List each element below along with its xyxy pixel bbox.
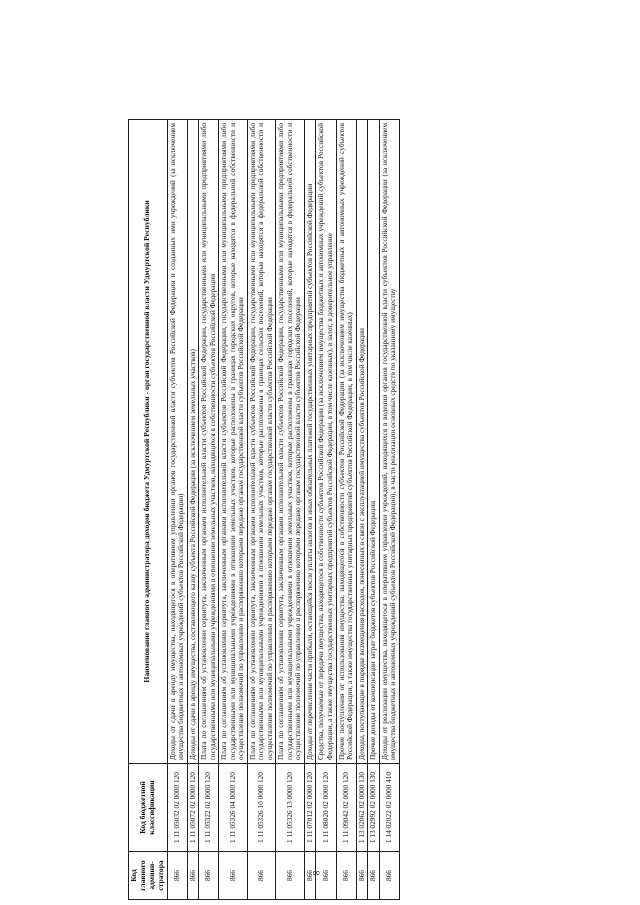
bk-code-cell: 1 11 05322 02 0000 120	[199, 764, 219, 852]
admin-code-cell: 866	[167, 852, 187, 900]
name-cell: Доходы от перечисления части прибыли, остающейся после уплаты налогов и иных обязательных платежей государственных унитарных предприятий субъектов Российской Федерации	[304, 120, 316, 764]
bk-code-cell: 1 13 02062 02 0000 130	[356, 764, 368, 852]
header-name: Наименование главного администратора доходов бюджета Удмуртской Республики - орган государственной власти Удмуртской Республики	[129, 120, 168, 764]
admin-code-cell: 866	[219, 852, 248, 900]
bk-code-cell: 1 11 07012 02 0000 120	[304, 764, 316, 852]
table-row	[276, 120, 305, 900]
name-cell: Прочие поступления от использования имущества, находящегося в собственности субъектов Российской Федерации (за исключением имущества бюджетных и автономных учреждений субъектов Российской Федерации, а также имущества государственных унитарных предприятий субъектов Российской Федерации, в том числе казенных)	[336, 120, 356, 764]
admin-code-cell: 866	[379, 852, 399, 900]
admin-code-cell: 866	[304, 852, 316, 900]
admin-code-cell: 866	[247, 852, 276, 900]
table-header-row	[129, 120, 168, 900]
bk-code-cell: 1 11 09042 02 0000 120	[336, 764, 356, 852]
table-row	[336, 120, 356, 900]
table-row	[187, 120, 199, 900]
table-row	[219, 120, 248, 900]
table-row	[356, 120, 368, 900]
name-cell: Плата по соглашениям об установлении сервитута, заключенным органами исполнительной власти субъектов Российской Федерации, государственными или муниципальными предприятиями либо государственными или муниципальными учреждениями в отношении земельных участков, которые расположены в границах сельских поселений, которые находятся в федеральной собственности и осуществление полномочий по управлению и распоряжению которыми передано органам государственной власти субъектов Российской Федерации	[247, 120, 276, 764]
revenue-administrators-table	[128, 119, 400, 900]
table-row	[304, 120, 316, 900]
bk-code-cell: 1 11 08020 02 0000 120	[316, 764, 336, 852]
bk-code-cell: 1 11 05326 10 0000 120	[247, 764, 276, 852]
table-row	[247, 120, 276, 900]
bk-code-cell: 1 11 05326 04 0000 120	[219, 764, 248, 852]
bk-code-cell: 1 11 05326 13 0000 120	[276, 764, 305, 852]
admin-code-cell: 866	[368, 852, 380, 900]
table-row	[167, 120, 187, 900]
admin-code-cell: 866	[187, 852, 199, 900]
page-number: 8	[311, 870, 322, 876]
admin-code-cell: 866	[199, 852, 219, 900]
bk-code-cell: 1 11 05072 02 0000 120	[187, 764, 199, 852]
admin-code-cell: 866	[316, 852, 336, 900]
header-bk-code: Код бюджетной классификации	[129, 764, 168, 852]
admin-code-cell: 866	[356, 852, 368, 900]
name-cell: Прочие доходы от компенсации затрат бюджетов субъектов Российской Федерации	[368, 120, 380, 764]
table-row	[316, 120, 336, 900]
name-cell: Плата по соглашениям об установлении сервитута, заключенным органами исполнительной власти субъектов Российской Федерации, государственными или муниципальными предприятиями либо государственными или муниципальными учреждениями в отношении земельных участков, находящихся в собственности субъектов Российской Федерации	[199, 120, 219, 764]
admin-code-cell: 866	[276, 852, 305, 900]
bk-code-cell: 1 14 02022 02 0000 410	[379, 764, 399, 852]
bk-code-cell: 1 13 02992 02 0000 130	[368, 764, 380, 852]
name-cell: Средства, получаемые от передачи имущества, находящегося в собственности субъектов Российской Федерации (за исключением имущества бюджетных и автономных учреждений субъектов Российской Федерации, а также имущества государственных унитарных предприятий субъектов Российской Федерации, в том числе казенных), в залог, в доверительное управление	[316, 120, 336, 764]
header-admin-code: Код главного админи-стратора	[129, 852, 168, 900]
admin-code-cell: 866	[336, 852, 356, 900]
name-cell: Плата по соглашениям об установлении сервитута, заключенным органами исполнительной власти субъектов Российской Федерации, государственными или муниципальными предприятиями либо государственными или муниципальными учреждениями в отношении земельных участков, которые расположены в границах городских округов, которые находятся в федеральной собственности и осуществление полномочий по управлению и распоряжению которыми передано органам государственной власти субъектов Российской Федерации	[219, 120, 248, 764]
document-page	[128, 120, 598, 900]
bk-code-cell: 1 11 05032 02 0000 120	[167, 764, 187, 852]
name-cell: Доходы от сдачи в аренду имущества, составляющего казну субъекта Российской Федерации (за исключением земельных участков)	[187, 120, 199, 764]
name-cell: Доходы, поступающие в порядке возмещения расходов, понесенных в связи с эксплуатацией имущества субъектов Российской Федерации	[356, 120, 368, 764]
table-row	[379, 120, 399, 900]
name-cell: Доходы от сдачи в аренду имущества, находящегося в оперативном управлении органов государственной власти субъектов Российской Федерации и созданных ими учреждений (за исключением имущества бюджетных и автономных учреждений субъектов Российской Федерации)	[167, 120, 187, 764]
table-row	[199, 120, 219, 900]
name-cell: Плата по соглашениям об установлении сервитута, заключенным органами исполнительной власти субъектов Российской Федерации, государственными или муниципальными предприятиями либо государственными или муниципальными учреждениями в отношении земельных участков, которые расположены в границах городских поселений, которые находятся в федеральной собственности и осуществление полномочий по управлению и распоряжению которыми передано органам государственной власти субъектов Российской Федерации	[276, 120, 305, 764]
table-row	[368, 120, 380, 900]
name-cell: Доходы от реализации имущества, находящегося в оперативном управлении учреждений, находящихся в ведении органов государственной власти субъектов Российской Федерации (за исключением имущества бюджетных и автономных учреждений субъектов Российской Федерации), в части реализации основных средств по указанному имуществу	[379, 120, 399, 764]
